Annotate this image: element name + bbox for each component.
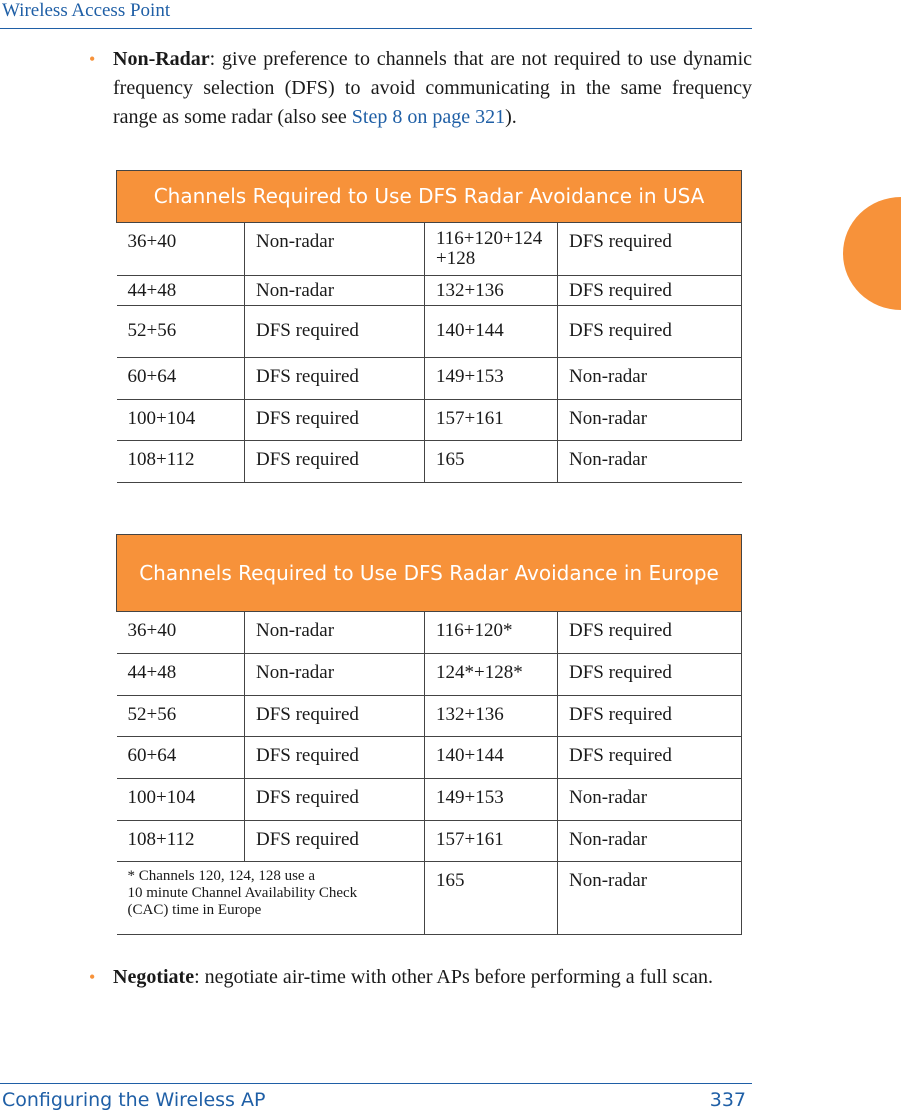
table-cell: DFS required <box>558 306 742 358</box>
footer-section-title: Configuring the Wireless AP <box>2 1089 266 1111</box>
bullet-icon: • <box>89 49 96 69</box>
table-cell: Non-radar <box>558 862 742 935</box>
table-cell: 157+161 <box>425 400 558 441</box>
table-cell: 108+112 <box>117 821 245 862</box>
table-cell: 116+120* <box>425 612 558 654</box>
table-row <box>117 358 742 400</box>
chapter-tab-marker <box>843 197 901 310</box>
table-cell: DFS required <box>558 612 742 654</box>
table-cell: Non-radar <box>558 441 742 483</box>
table-cell: 149+153 <box>425 358 558 400</box>
table-cell: 140+144 <box>425 306 558 358</box>
table-cell: 132+136 <box>425 696 558 737</box>
table-cell: 100+104 <box>117 779 245 821</box>
table-row <box>117 276 742 306</box>
table-row <box>117 821 742 862</box>
table-cell: Non-radar <box>245 223 425 276</box>
table-cell: 52+56 <box>117 306 245 358</box>
table-cell: 36+40 <box>117 612 245 654</box>
bullet-term: Non-Radar <box>113 48 210 70</box>
table-row <box>117 862 742 935</box>
table-cell: DFS required <box>245 821 425 862</box>
table-cell: DFS required <box>558 654 742 696</box>
table-row <box>117 654 742 696</box>
cell-line: 116+120+124 <box>436 228 543 249</box>
table-cell: DFS required <box>245 358 425 400</box>
running-footer <box>0 1083 752 1115</box>
footnote-line: (CAC) time in Europe <box>127 902 262 918</box>
table-row <box>117 400 742 441</box>
table-cell: 44+48 <box>117 654 245 696</box>
table-cell: DFS required <box>245 400 425 441</box>
table-row <box>117 223 742 276</box>
table-row <box>117 306 742 358</box>
table-row <box>117 612 742 654</box>
bullet-negotiate <box>89 963 752 992</box>
table-cell: Non-radar <box>558 400 742 441</box>
table-cell: 60+64 <box>117 737 245 779</box>
table-cell: 36+40 <box>117 223 245 276</box>
table-cell: 149+153 <box>425 779 558 821</box>
table-cell: Non-radar <box>558 358 742 400</box>
table-cell: 108+112 <box>117 441 245 483</box>
bullet-icon: • <box>89 967 96 987</box>
table-cell: 140+144 <box>425 737 558 779</box>
table-cell: Non-radar <box>245 612 425 654</box>
running-header <box>0 0 752 29</box>
page-number: 337 <box>709 1089 746 1111</box>
table-cell: DFS required <box>245 737 425 779</box>
table-row <box>117 441 742 483</box>
table-cell: Non-radar <box>245 276 425 306</box>
bullet-negotiate-text <box>113 963 752 992</box>
bullet-body-end: ). <box>505 106 517 128</box>
table-cell: DFS required <box>558 696 742 737</box>
table-cell: DFS required <box>245 441 425 483</box>
bullet-non-radar <box>89 45 752 132</box>
table-cell: 52+56 <box>117 696 245 737</box>
table-cell: Non-radar <box>245 654 425 696</box>
running-header-title: Wireless Access Point <box>2 0 171 21</box>
table-cell: DFS required <box>558 276 742 306</box>
table-cell: DFS required <box>245 696 425 737</box>
table-cell: Non-radar <box>558 779 742 821</box>
cell-line: +128 <box>436 248 476 269</box>
footnote-line: * Channels 120, 124, 128 use a <box>127 868 315 884</box>
table-cell <box>425 223 558 276</box>
table-cell: 60+64 <box>117 358 245 400</box>
europe-table-title: Channels Required to Use DFS Radar Avoidance in Europe <box>117 535 742 612</box>
table-cell: DFS required <box>245 306 425 358</box>
table-cell: 165 <box>425 441 558 483</box>
bullet-body: : give preference to channels that are not required to use dynamic frequency selection (DFS) to avoid communicating in the same frequency range as some radar (also see <box>113 48 752 128</box>
table-cell: 44+48 <box>117 276 245 306</box>
bullet-term: Negotiate <box>113 966 195 988</box>
table-cell: 124*+128* <box>425 654 558 696</box>
table-cell: DFS required <box>558 737 742 779</box>
table-cell: 165 <box>425 862 558 935</box>
table-cell: 157+161 <box>425 821 558 862</box>
table-cell: Non-radar <box>558 821 742 862</box>
table-cell: 100+104 <box>117 400 245 441</box>
step-link[interactable]: Step 8 on page 321 <box>351 106 506 128</box>
cac-footnote <box>117 862 425 935</box>
footnote-line: 10 minute Channel Availability Check <box>127 885 358 901</box>
table-row <box>117 737 742 779</box>
table-row <box>117 696 742 737</box>
table-cell: DFS required <box>245 779 425 821</box>
europe-channels-table <box>116 534 742 935</box>
table-cell: 132+136 <box>425 276 558 306</box>
bullet-non-radar-text <box>113 45 752 132</box>
table-row <box>117 779 742 821</box>
usa-channels-table <box>116 170 742 483</box>
bullet-body: : negotiate air-time with other APs before performing a full scan. <box>194 966 713 988</box>
usa-table-title: Channels Required to Use DFS Radar Avoidance in USA <box>117 171 742 223</box>
table-cell: DFS required <box>558 223 742 276</box>
